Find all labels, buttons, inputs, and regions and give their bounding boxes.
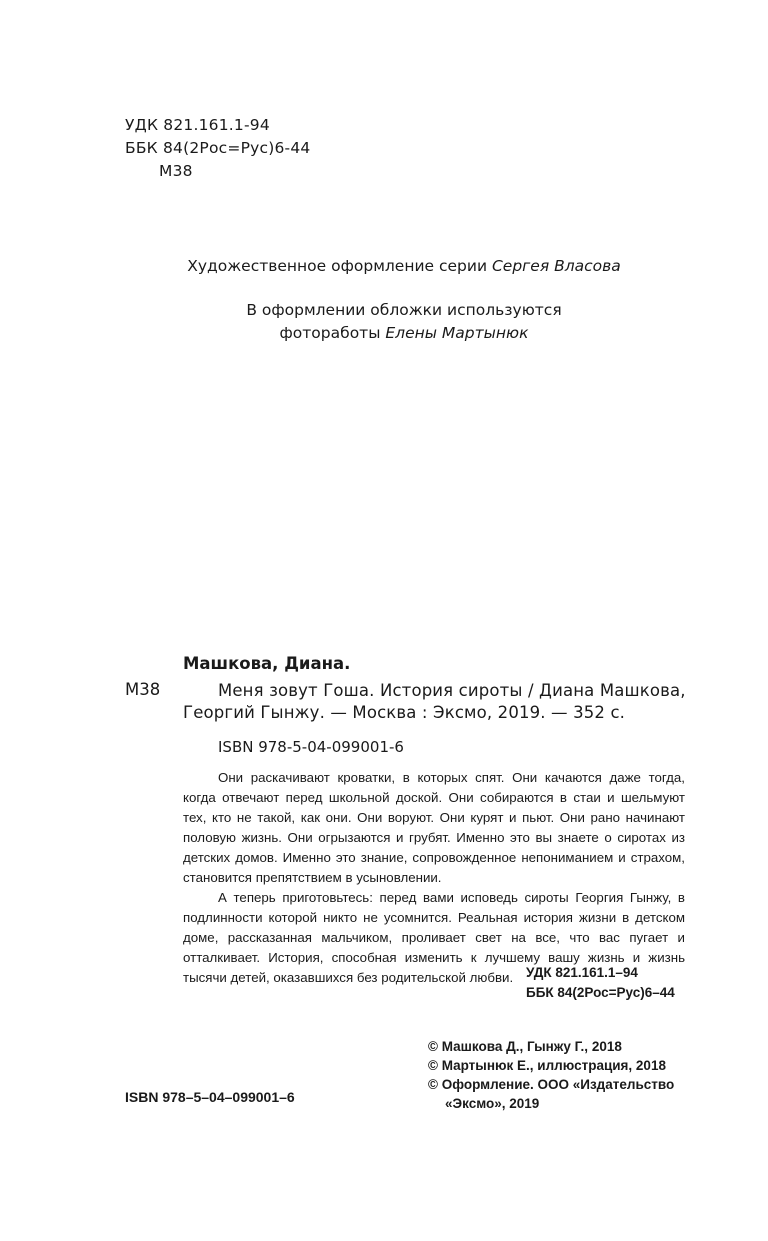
annotation xyxy=(183,768,685,988)
bbk-code: ББК 84(2Рос=Рус)6-44 xyxy=(125,139,311,157)
isbn-bold: ISBN 978–5–04–099001–6 xyxy=(125,1089,295,1105)
copyright-line: © Машкова Д., Гынжу Г., 2018 xyxy=(428,1039,622,1054)
cover-credit-prefix: фотоработы xyxy=(279,324,386,342)
bbk-code-bold: ББК 84(2Рос=Рус)6–44 xyxy=(526,985,675,1000)
cover-photo-credit xyxy=(0,299,768,345)
author-mark: М38 xyxy=(159,162,193,180)
series-credit-prefix: Художественное оформление серии xyxy=(187,257,492,275)
copyright-block xyxy=(428,1037,674,1113)
annotation-paragraph: А теперь приготовьтесь: перед вами исповедь сироты Георгия Гынжу, в подлинности которой никто не усомнится. Реальная история жизни в детском доме, рассказанная мальчиком, проливает свет на все, что вас пугает и отталкивает. История, способная изменить к лучшему вашу жизнь и жизнь тысячи детей, оказавшихся без родительской любви. xyxy=(183,890,685,985)
udk-code-bold: УДК 821.161.1–94 xyxy=(526,965,638,980)
udk-code: УДК 821.161.1-94 xyxy=(125,116,270,134)
series-designer-name: Сергея Власова xyxy=(491,257,621,275)
copyright-line: © Оформление. ООО «Издательство xyxy=(428,1077,675,1092)
bibliography-isbn: ISBN 978-5-04-099001-6 xyxy=(218,738,404,756)
bibliography-code: М38 xyxy=(125,680,161,699)
copyright-line: © Мартынюк Е., иллюстрация, 2018 xyxy=(428,1058,666,1073)
series-design-credit xyxy=(0,255,768,278)
classification-block xyxy=(125,114,310,183)
classification-bold-block xyxy=(526,963,675,1003)
annotation-paragraph: Они раскачивают кроватки, в которых спят. Они качаются даже тогда, когда отвечают перед школьной доской. Они собираются в стаи и шельмуют тех, кто не такой, как они. Они воруют. Они курят и пьют. Они рано начинают половую жизнь. Они огрызаются и грубят. Именно это вы знаете о сиротах из детских домов. Именно это знание, сопровожденное непониманием и страхом, становится препятствием в усыновлении. xyxy=(183,770,685,885)
copyright-line: «Эксмо», 2019 xyxy=(445,1096,540,1111)
bibliography-author: Машкова, Диана. xyxy=(183,654,351,673)
cover-credit-line2 xyxy=(0,322,768,345)
cover-credit-line1: В оформлении обложки используются xyxy=(246,301,562,319)
bibliography-description: Меня зовут Гоша. История сироты / Диана Машкова, Георгий Гынжу. — Москва : Эксмо, 2019. — 352 с. xyxy=(183,681,686,722)
cover-photographer-name: Елены Мартынюк xyxy=(385,324,529,342)
